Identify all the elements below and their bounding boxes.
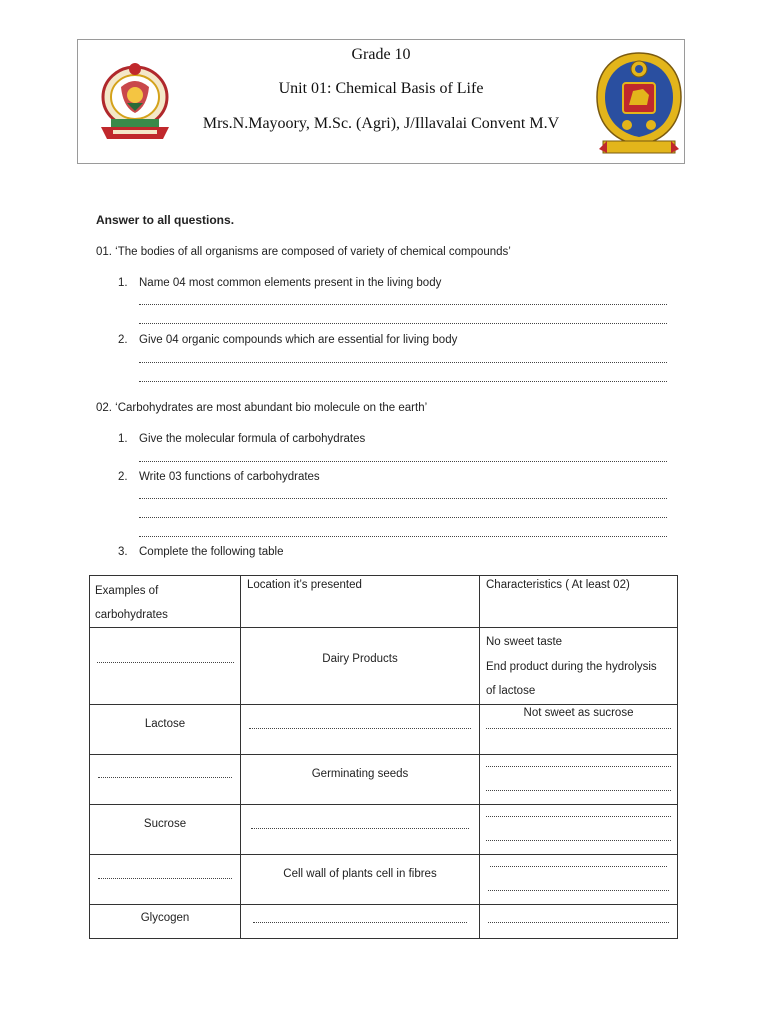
answer-line[interactable] xyxy=(139,323,667,324)
document-header xyxy=(77,39,685,164)
characteristics-cell xyxy=(480,854,678,904)
answer-line[interactable] xyxy=(253,922,467,923)
table-row xyxy=(90,904,678,938)
location-text: Germinating seeds xyxy=(311,767,409,780)
q2-part-2-text: Write 03 functions of carbohydrates xyxy=(139,471,320,483)
characteristics-cell xyxy=(480,804,678,854)
answer-line[interactable] xyxy=(98,878,232,879)
q2-part-3-text: Complete the following table xyxy=(139,546,284,558)
q2-part-1-number: 1. xyxy=(118,433,128,445)
answer-line[interactable] xyxy=(139,381,667,382)
national-emblem-icon xyxy=(593,49,685,157)
characteristic-text: Not sweet as sucrose xyxy=(523,706,634,719)
characteristic-text: End product during the hydrolysis xyxy=(486,660,657,673)
q2-part-1-text: Give the molecular formula of carbohydrates xyxy=(139,433,366,445)
table-row xyxy=(90,704,678,754)
question-2-stem: 02. ‘Carbohydrates are most abundant bio molecule on the earth’ xyxy=(96,402,428,414)
example-text: Sucrose xyxy=(143,817,187,830)
example-text: Glycogen xyxy=(140,911,190,924)
characteristic-text: No sweet taste xyxy=(486,636,563,648)
header-characteristics-label: Characteristics ( At least 02) xyxy=(486,579,630,591)
q2-part-2-number: 2. xyxy=(118,471,128,483)
answer-line[interactable] xyxy=(486,766,671,767)
example-cell xyxy=(90,704,241,754)
answer-line[interactable] xyxy=(139,461,667,462)
header-characteristics xyxy=(480,576,678,628)
q1-part-2-number: 2. xyxy=(118,334,128,346)
answer-line[interactable] xyxy=(139,362,667,363)
example-cell xyxy=(90,804,241,854)
table-row xyxy=(90,804,678,854)
q2-part-3-number: 3. xyxy=(118,546,128,558)
location-cell xyxy=(241,904,480,938)
answer-line[interactable] xyxy=(139,498,667,499)
carbohydrates-table xyxy=(89,575,678,939)
header-location xyxy=(241,576,480,628)
grade-title: Grade 10 xyxy=(351,46,411,63)
header-examples-line2: carbohydrates xyxy=(95,609,168,621)
answer-line[interactable] xyxy=(139,304,667,305)
header-examples-line1: Examples of xyxy=(95,585,159,597)
answer-line[interactable] xyxy=(488,922,669,923)
answer-line[interactable] xyxy=(139,517,667,518)
answer-line[interactable] xyxy=(486,816,671,817)
answer-line[interactable] xyxy=(249,728,471,729)
header-examples xyxy=(90,576,241,628)
location-cell xyxy=(241,804,480,854)
q1-part-1-text: Name 04 most common elements present in the living body xyxy=(139,277,442,289)
example-cell xyxy=(90,754,241,804)
table-row xyxy=(90,854,678,904)
answer-line[interactable] xyxy=(490,866,667,867)
instruction-heading: Answer to all questions. xyxy=(96,213,235,227)
answer-line[interactable] xyxy=(97,662,234,663)
table-row xyxy=(90,754,678,804)
table-header-row xyxy=(90,576,678,628)
location-text: Dairy Products xyxy=(322,653,398,665)
location-cell xyxy=(241,628,480,705)
answer-line[interactable] xyxy=(486,790,671,791)
unit-title: Unit 01: Chemical Basis of Life xyxy=(278,80,484,97)
characteristics-cell xyxy=(480,754,678,804)
location-cell xyxy=(241,754,480,804)
answer-line[interactable] xyxy=(251,828,469,829)
question-1-stem: 01. ‘The bodies of all organisms are composed of variety of chemical compounds’ xyxy=(96,246,511,258)
example-text: Lactose xyxy=(144,717,186,730)
answer-line[interactable] xyxy=(139,536,667,537)
location-cell xyxy=(241,854,480,904)
example-cell xyxy=(90,904,241,938)
answer-line[interactable] xyxy=(98,777,232,778)
location-text: Cell wall of plants cell in fibres xyxy=(283,867,437,880)
location-cell xyxy=(241,704,480,754)
q1-part-1-number: 1. xyxy=(118,277,128,289)
characteristic-text: of lactose xyxy=(486,685,536,697)
example-cell xyxy=(90,854,241,904)
characteristics-cell xyxy=(480,628,678,705)
answer-line[interactable] xyxy=(486,728,671,729)
teacher-line: Mrs.N.Mayoory, M.Sc. (Agri), J/Illavalai Convent M.V xyxy=(202,115,560,132)
answer-line[interactable] xyxy=(488,890,669,891)
header-location-label: Location it’s presented xyxy=(247,579,362,591)
answer-line[interactable] xyxy=(486,840,671,841)
characteristics-cell xyxy=(480,704,678,754)
example-cell xyxy=(90,628,241,705)
characteristics-cell xyxy=(480,904,678,938)
table-row xyxy=(90,628,678,705)
q1-part-2-text: Give 04 organic compounds which are essential for living body xyxy=(139,334,458,346)
